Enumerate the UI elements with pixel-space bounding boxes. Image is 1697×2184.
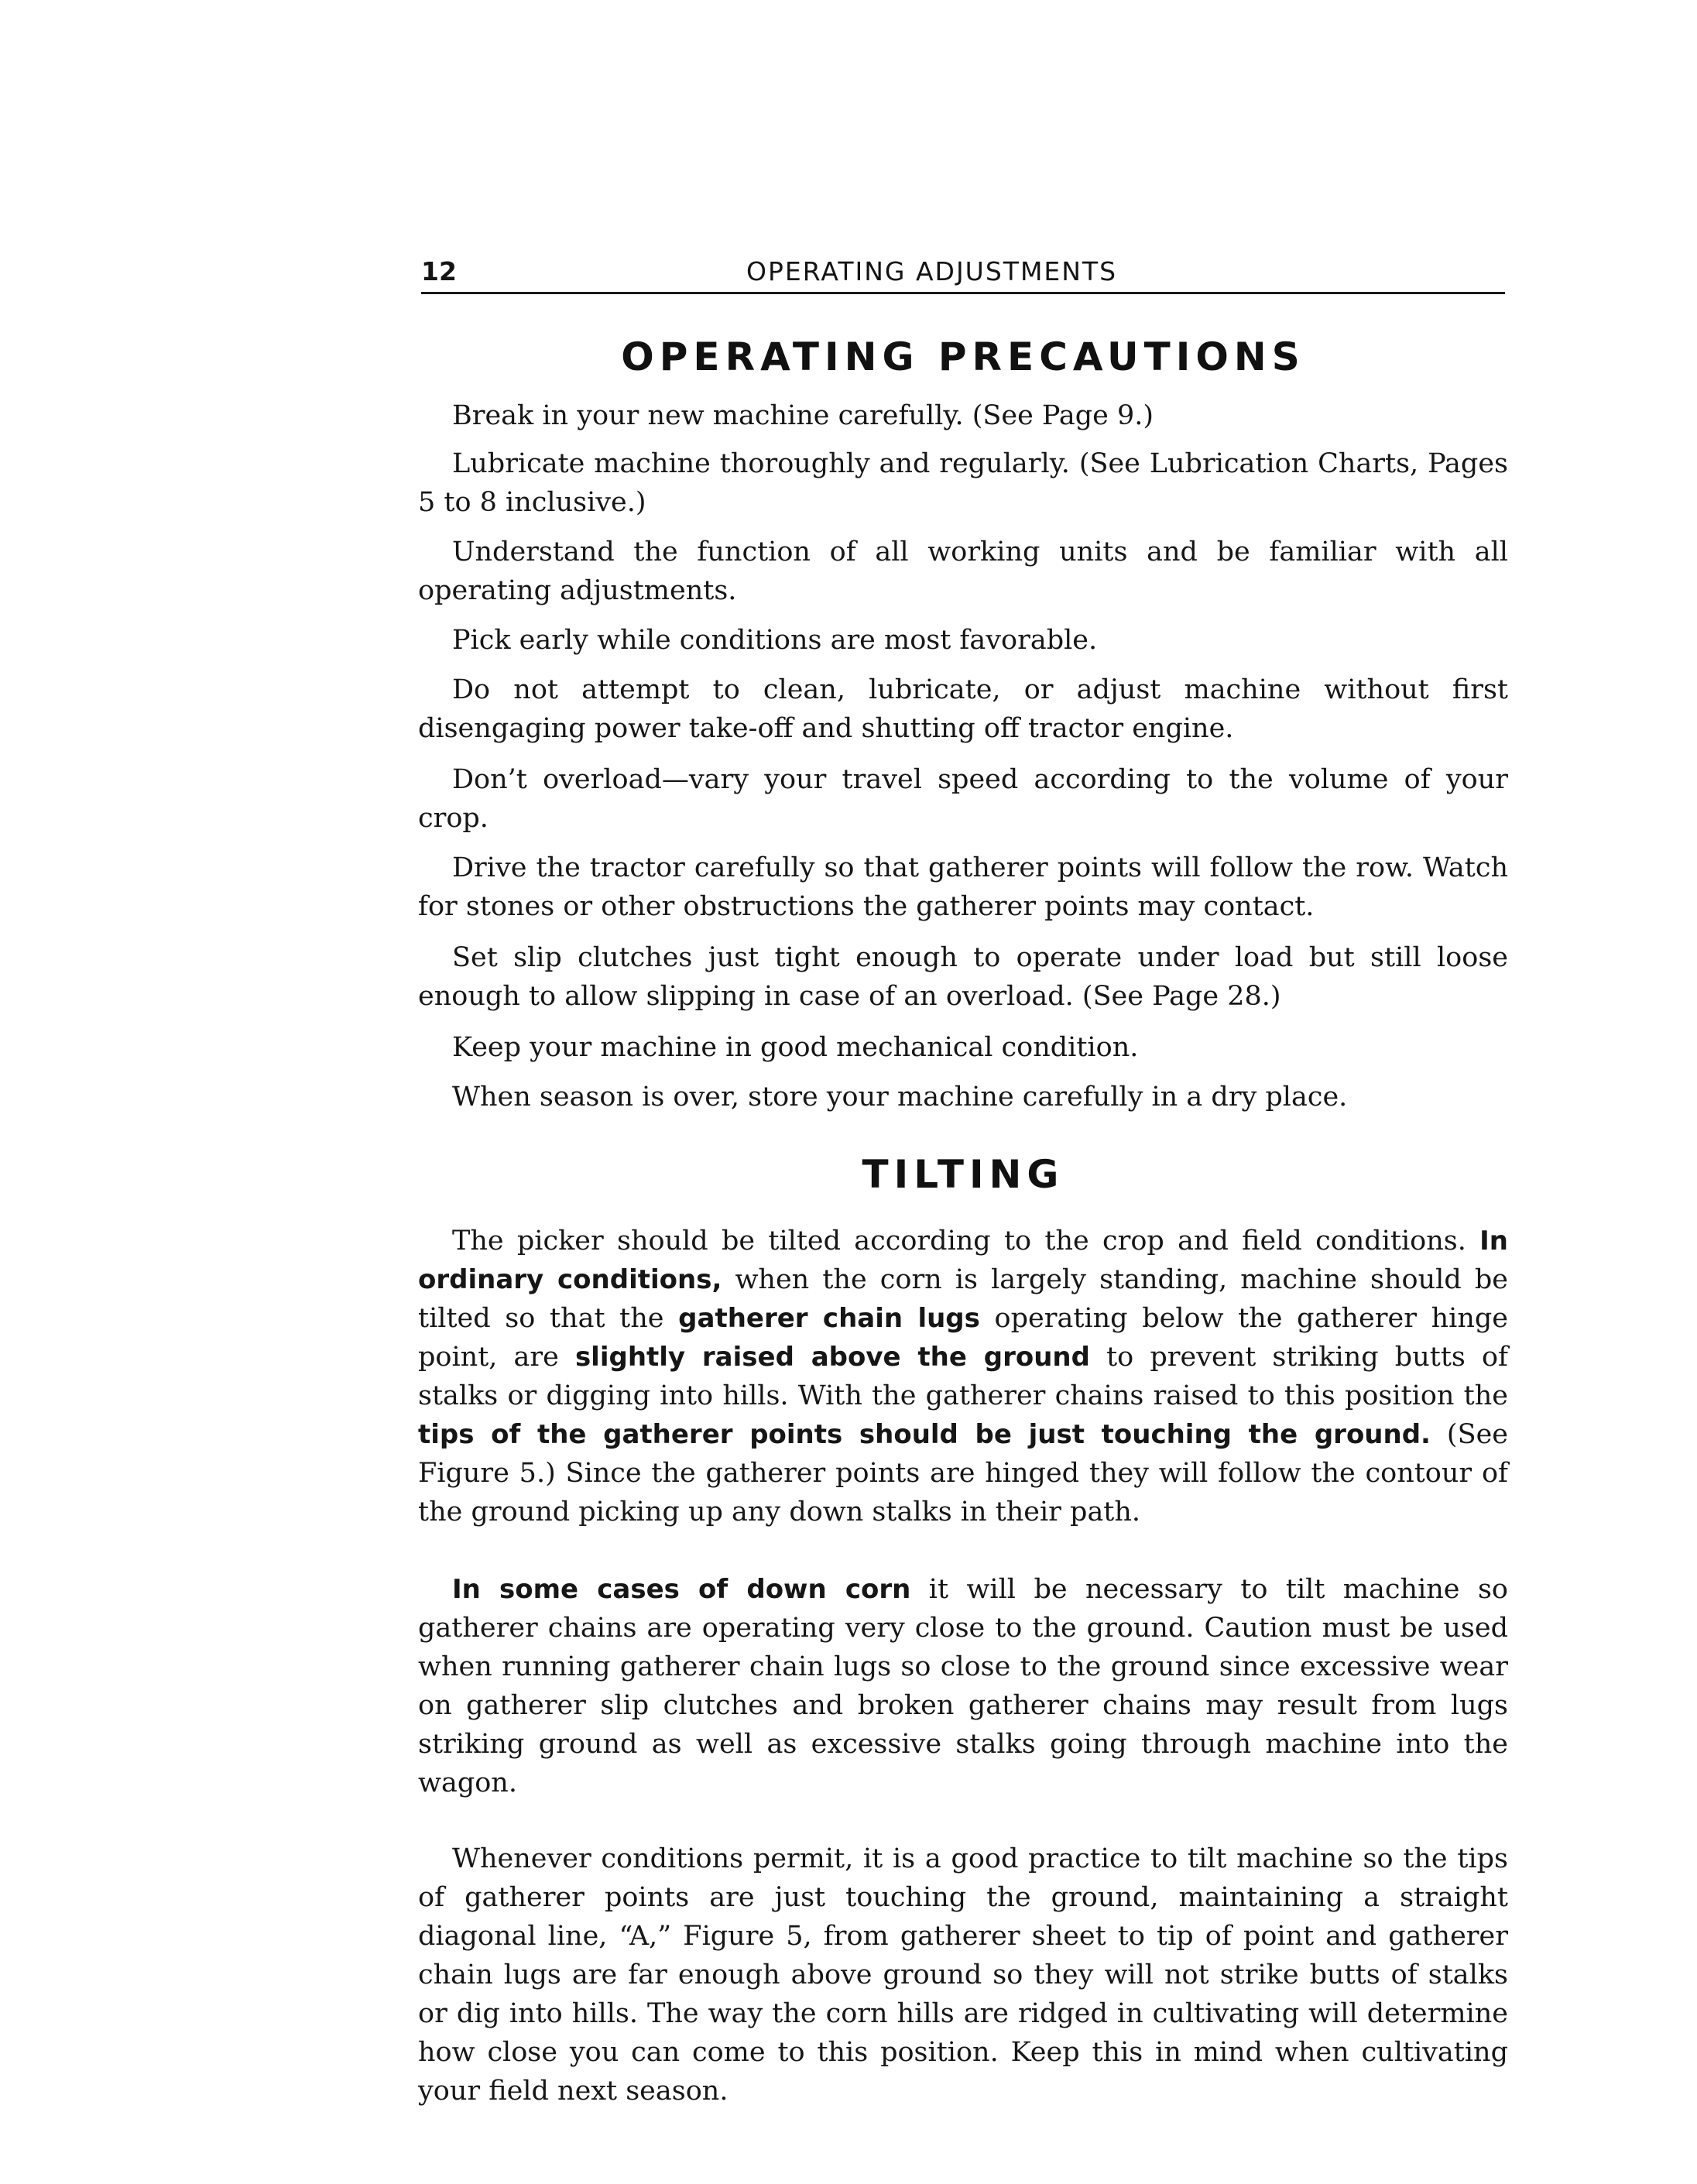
text-run: (See Figure 5.) Since the gatherer points are hinged they will follow the contour of the ground picking up any down stalks in their path. bbox=[418, 1419, 1508, 1527]
text-run: to prevent striking butts of stalks or digging into hills. With the gatherer chains raised to this position the bbox=[418, 1342, 1508, 1411]
text-run: The picker should be tilted according to the crop and field conditions. bbox=[452, 1226, 1480, 1257]
page-header bbox=[421, 252, 1505, 294]
page-number: 12 bbox=[421, 256, 457, 286]
tilting-paragraph-1 bbox=[418, 1222, 1508, 1531]
text-run: operating below the gatherer hinge point, are bbox=[418, 1303, 1508, 1373]
running-head: OPERATING ADJUSTMENTS bbox=[746, 256, 1118, 286]
tilting-paragraph-2 bbox=[418, 1570, 1508, 1802]
section-title-tilting: TILTING bbox=[862, 1152, 1064, 1197]
bold-run: gatherer chain lugs bbox=[678, 1303, 980, 1334]
bold-run: In some cases of down corn bbox=[452, 1574, 911, 1605]
precaution-item: When season is over, store your machine carefully in a dry place. bbox=[452, 1082, 1348, 1113]
precaution-item: Set slip clutches just tight enough to operate under load but still loose enough to allow slipping in case of an overload. (See Page 28.) bbox=[418, 942, 1508, 1012]
precaution-item: Don’t overload—vary your travel speed according to the volume of your crop. bbox=[418, 764, 1508, 834]
section-title-operating-precautions: OPERATING PRECAUTIONS bbox=[621, 334, 1305, 379]
precaution-item: Keep your machine in good mechanical condition. bbox=[452, 1032, 1139, 1063]
precaution-item: Do not attempt to clean, lubricate, or adjust machine without first disengaging power take-off and shutting off tractor engine. bbox=[418, 674, 1508, 744]
bold-run: slightly raised above the ground bbox=[574, 1342, 1090, 1373]
precaution-item: Understand the function of all working units and be familiar with all operating adjustments. bbox=[418, 537, 1508, 606]
tilting-paragraph-3: Whenever conditions permit, it is a good practice to tilt machine so the tips of gatherer points are just touching the ground, maintaining a straight diagonal line, “A,” Figure 5, from gatherer sheet to tip of point and gatherer chain lugs are far enough above ground so they will not strike butts of stalks or dig into hills. The way the corn hills are ridged in cultivating will determine how close you can come to this position. Keep this in mind when cultivating your field next season. bbox=[418, 1843, 1508, 2107]
precaution-item: Break in your new machine carefully. (See Page 9.) bbox=[452, 400, 1154, 431]
bold-run: tips of the gatherer points should be just touching the ground. bbox=[418, 1419, 1431, 1450]
precaution-item: Drive the tractor carefully so that gatherer points will follow the row. Watch for stones or other obstructions the gatherer points may contact. bbox=[418, 852, 1508, 922]
text-run: it will be necessary to tilt machine so gatherer chains are operating very close to the ground. Caution must be used when running gatherer chain lugs so close to the ground since excessive wear on gatherer slip clutches and broken gatherer chains may result from lugs striking ground as well as excessive stalks going through machine into the wagon. bbox=[418, 1574, 1508, 1798]
text-run: when the corn is largely standing, machine should be tilted so that the bbox=[418, 1264, 1508, 1334]
precaution-item: Pick early while conditions are most favorable. bbox=[452, 625, 1098, 656]
bold-run: In ordinary conditions, bbox=[418, 1226, 1508, 1295]
precaution-item: Lubricate machine thoroughly and regularly. (See Lubrication Charts, Pages 5 to 8 inclusive.) bbox=[418, 448, 1508, 518]
